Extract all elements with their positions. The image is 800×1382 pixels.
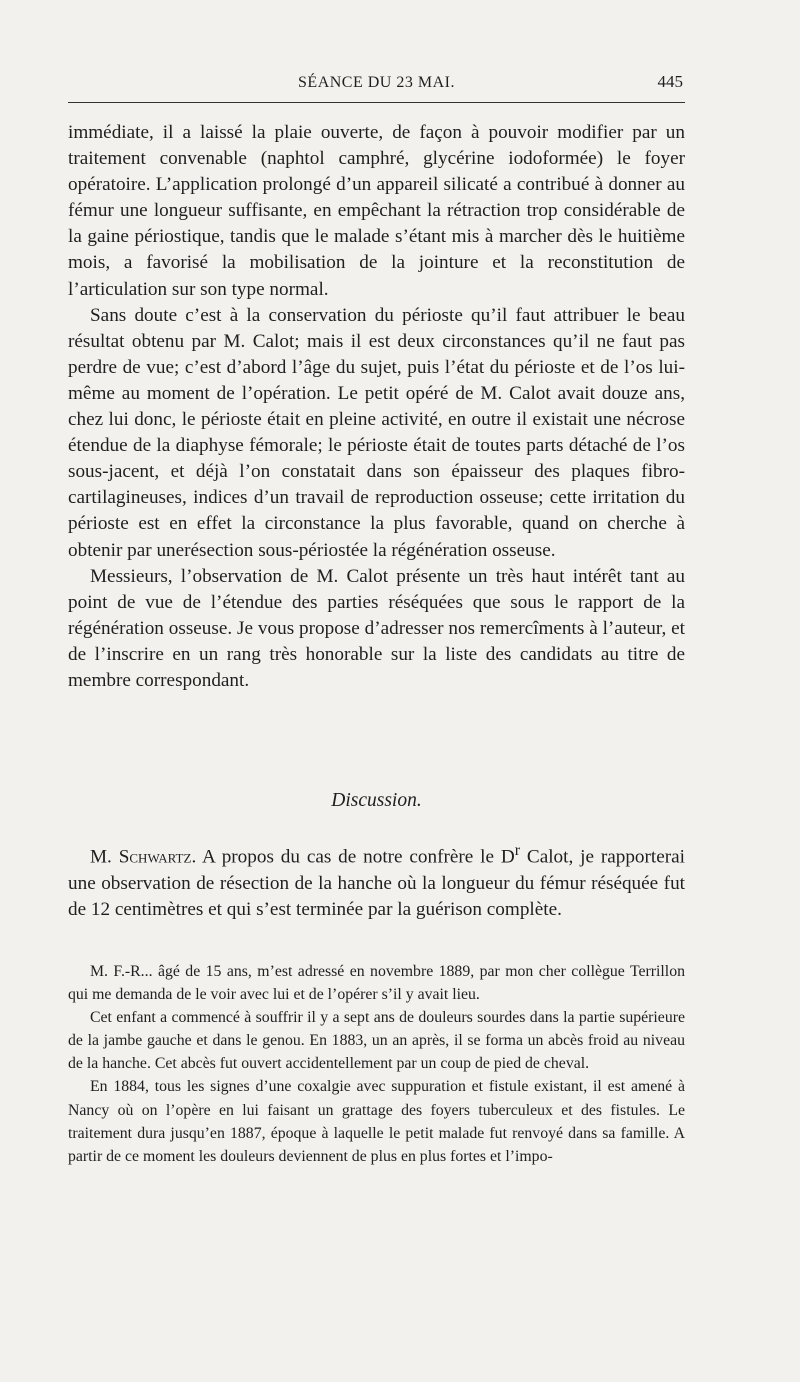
running-title: SÉANCE DU 23 MAI. — [298, 74, 455, 91]
header-rule — [68, 102, 685, 103]
page-number: 445 — [657, 72, 683, 91]
speaker-name: Schwartz. — [118, 846, 197, 868]
discussion-text-part: A propos du cas de notre confrère le D — [196, 846, 515, 868]
report-text — [68, 120, 685, 694]
discussion-text — [68, 838, 685, 924]
discussion-text-part: Calot, je rapporterai une observation de résection de la hanche où la longueur du fémur réséquée fut de 12 centimètres et qui s’est terminée par la guérison complète. — [68, 846, 685, 921]
discussion-heading: Discussion. — [331, 790, 422, 811]
paragraph: Messieurs, l’observation de M. Calot présente un très haut intérêt tant au point de vue de l’étendue des parties réséquées que sous le rapport de la régénération osseuse. Je vous propose d’adresser nos remercîments à l’auteur, et de l’inscrire en un rang très honorable sur la liste des candidats au titre de membre correspondant. — [68, 565, 685, 691]
observation-text — [68, 960, 685, 1168]
paragraph: Sans doute c’est à la conservation du périoste qu’il faut attribuer le beau résultat obtenu par M. Calot; mais il est deux circonstances qu’il ne faut pas perdre de vue; c’est d’abord l’âge du sujet, puis l’état du périoste et de l’os lui-même au moment de l’opération. Le petit opéré de M. Calot avait douze ans, chez lui donc, le périoste était en pleine activité, en outre il existait une nécrose étendue de la diaphyse fémorale; le périoste était de toutes parts détaché de l’os sous-jacent, et déjà l’on constatait dans son épaisseur des plaques fibro-cartilagineuses, indices d’un travail de reproduction osseuse; cette irritation du périoste est en effet la circonstance la plus favorable, quand on cherche à obtenir par unerésection sous-périostée la régénération osseuse. — [68, 304, 685, 561]
paragraph: immédiate, il a laissé la plaie ouverte, de façon à pouvoir modifier par un traitement convenable (naphtol camphré, glycérine iodoformée) le foyer opératoire. L’application prolongé d’un appareil silicaté a contribué à donner au fémur une longueur suffisante, en empêchant la rétraction trop considérable de la gaine périostique, tandis que le malade s’étant mis à marcher dès le huitième mois, a favorisé la mobilisation de la jointure et la reconstitution de l’articulation sur son type normal. — [68, 122, 685, 300]
observation-paragraph: En 1884, tous les signes d’une coxalgie avec suppuration et fistule existant, il est amené à Nancy où on l’opère en lui faisant un grattage des foyers tuberculeux et des fistules. Le traitement dura jusqu’en 1887, époque à laquelle le petit malade fut renvoyé dans sa famille. A partir de ce moment les douleurs deviennent de plus en plus fortes et l’impo- — [68, 1078, 685, 1165]
running-head — [68, 70, 685, 96]
discussion-paragraph — [68, 838, 685, 924]
speaker-prefix: M. — [90, 846, 119, 868]
doctor-superscript: r — [514, 842, 521, 859]
observation-paragraph: M. F.-R... âgé de 15 ans, m’est adressé en novembre 1889, par mon cher collègue Terrillon qui me demanda de le voir avec lui et de l’opérer s’il y avait lieu. — [68, 963, 685, 1004]
observation-paragraph: Cet enfant a commencé à souffrir il y a sept ans de douleurs sourdes dans la partie supérieure de la jambe gauche et dans le genou. En 1883, un an après, il se forma un abcès froid au niveau de la hanche. Cet abcès fut ouvert accidentellement par un coup de pied de cheval. — [68, 1009, 685, 1073]
